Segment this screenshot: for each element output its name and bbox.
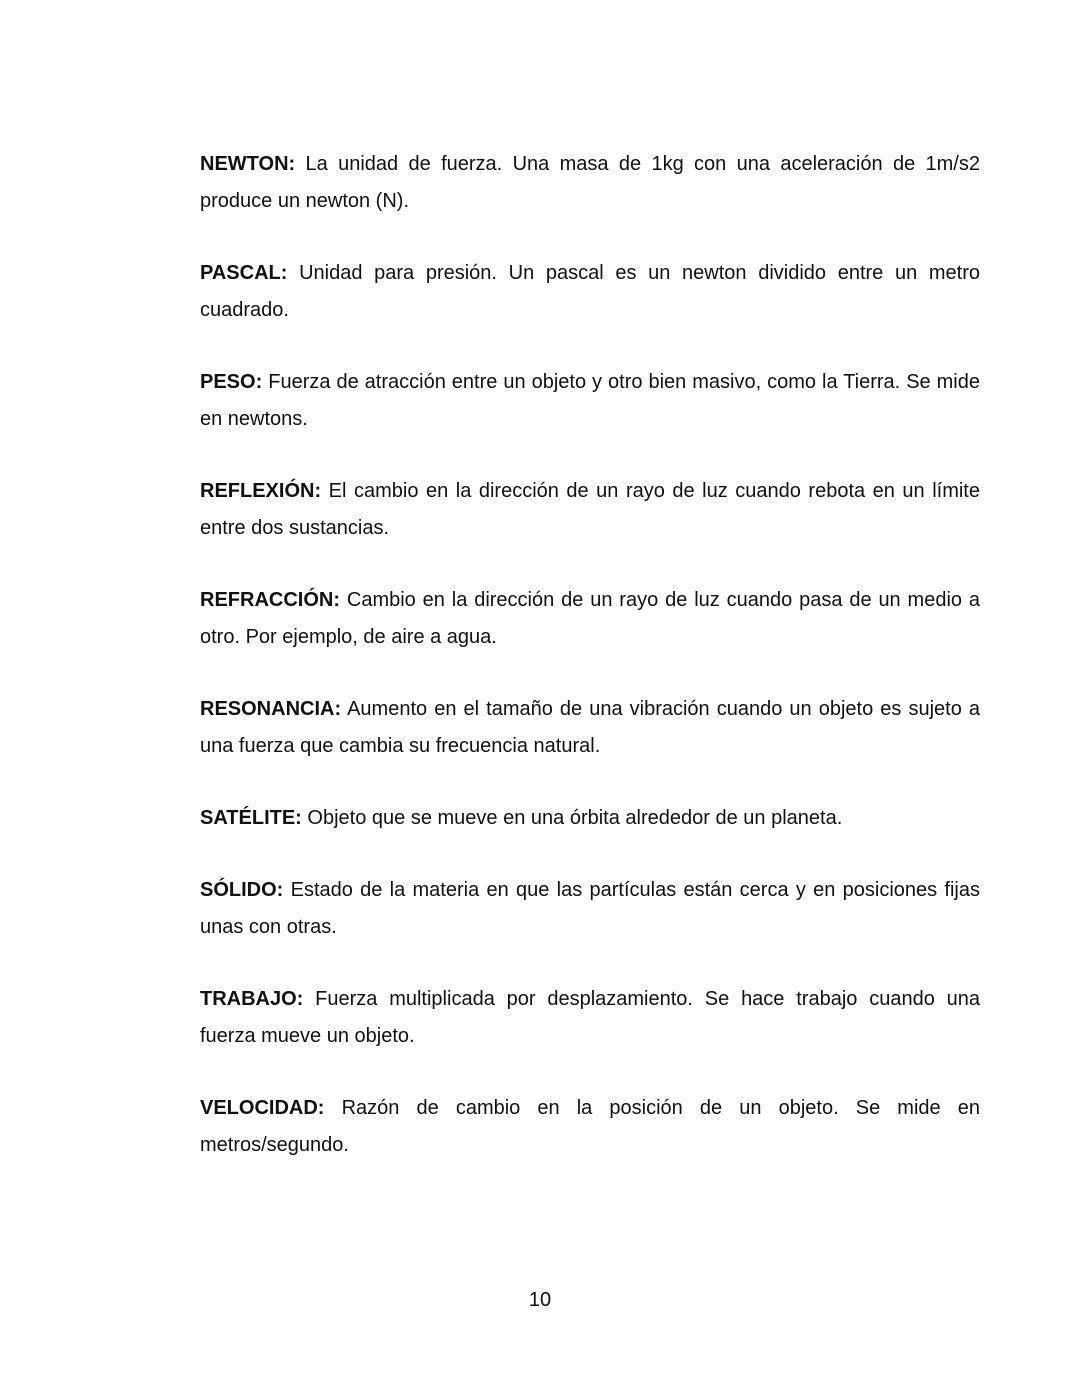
glossary-term: RESONANCIA: — [200, 698, 342, 720]
glossary-definition: Fuerza multiplicada por desplazamiento. Se hace trabajo cuando una fuerza mueve un objeto. — [200, 988, 980, 1047]
glossary-term: PASCAL: — [200, 262, 288, 284]
glossary-definition: Unidad para presión. Un pascal es un newton dividido entre un metro cuadrado. — [200, 262, 980, 321]
glossary-definition: Aumento en el tamaño de una vibración cuando un objeto es sujeto a una fuerza que cambia su frecuencia natural. — [200, 698, 981, 757]
glossary-definition: Razón de cambio en la posición de un objeto. Se mide en metros/segundo. — [200, 1097, 980, 1156]
glossary-term: SATÉLITE: — [200, 807, 302, 829]
glossary-entry-refraccion — [200, 582, 980, 656]
glossary-entry-satelite — [200, 800, 980, 837]
glossary-definition: Estado de la materia en que las partículas están cerca y en posiciones fijas unas con otras. — [200, 879, 980, 938]
glossary-definition: Objeto que se mueve en una órbita alrededor de un planeta. — [307, 807, 843, 829]
glossary-definition: Cambio en la dirección de un rayo de luz cuando pasa de un medio a otro. Por ejemplo, de aire a agua. — [200, 589, 981, 648]
glossary-term: REFRACCIÓN: — [200, 589, 340, 611]
glossary-entry-peso — [200, 364, 980, 438]
glossary-term: PESO: — [200, 371, 263, 393]
glossary-definition: Fuerza de atracción entre un objeto y otro bien masivo, como la Tierra. Se mide en newtons. — [200, 371, 980, 430]
glossary-entry-newton — [200, 146, 980, 220]
glossary-term: TRABAJO: — [200, 988, 304, 1010]
glossary-entry-pascal — [200, 255, 980, 329]
glossary-entry-trabajo — [200, 981, 980, 1055]
glossary-entry-resonancia — [200, 691, 980, 765]
glossary-term: NEWTON: — [200, 153, 296, 175]
glossary-definition: El cambio en la dirección de un rayo de luz cuando rebota en un límite entre dos sustancias. — [200, 480, 980, 539]
glossary-entry-velocidad — [200, 1090, 980, 1164]
glossary-entry-solido — [200, 872, 980, 946]
glossary-entry-reflexion — [200, 473, 980, 547]
glossary-term: VELOCIDAD: — [200, 1097, 325, 1119]
glossary-list — [200, 146, 980, 1199]
glossary-term: SÓLIDO: — [200, 879, 284, 901]
page-number: 10 — [528, 1289, 552, 1311]
glossary-definition: La unidad de fuerza. Una masa de 1kg con una aceleración de 1m/s2 produce un newton (N). — [200, 153, 980, 212]
glossary-term: REFLEXIÓN: — [200, 480, 322, 502]
